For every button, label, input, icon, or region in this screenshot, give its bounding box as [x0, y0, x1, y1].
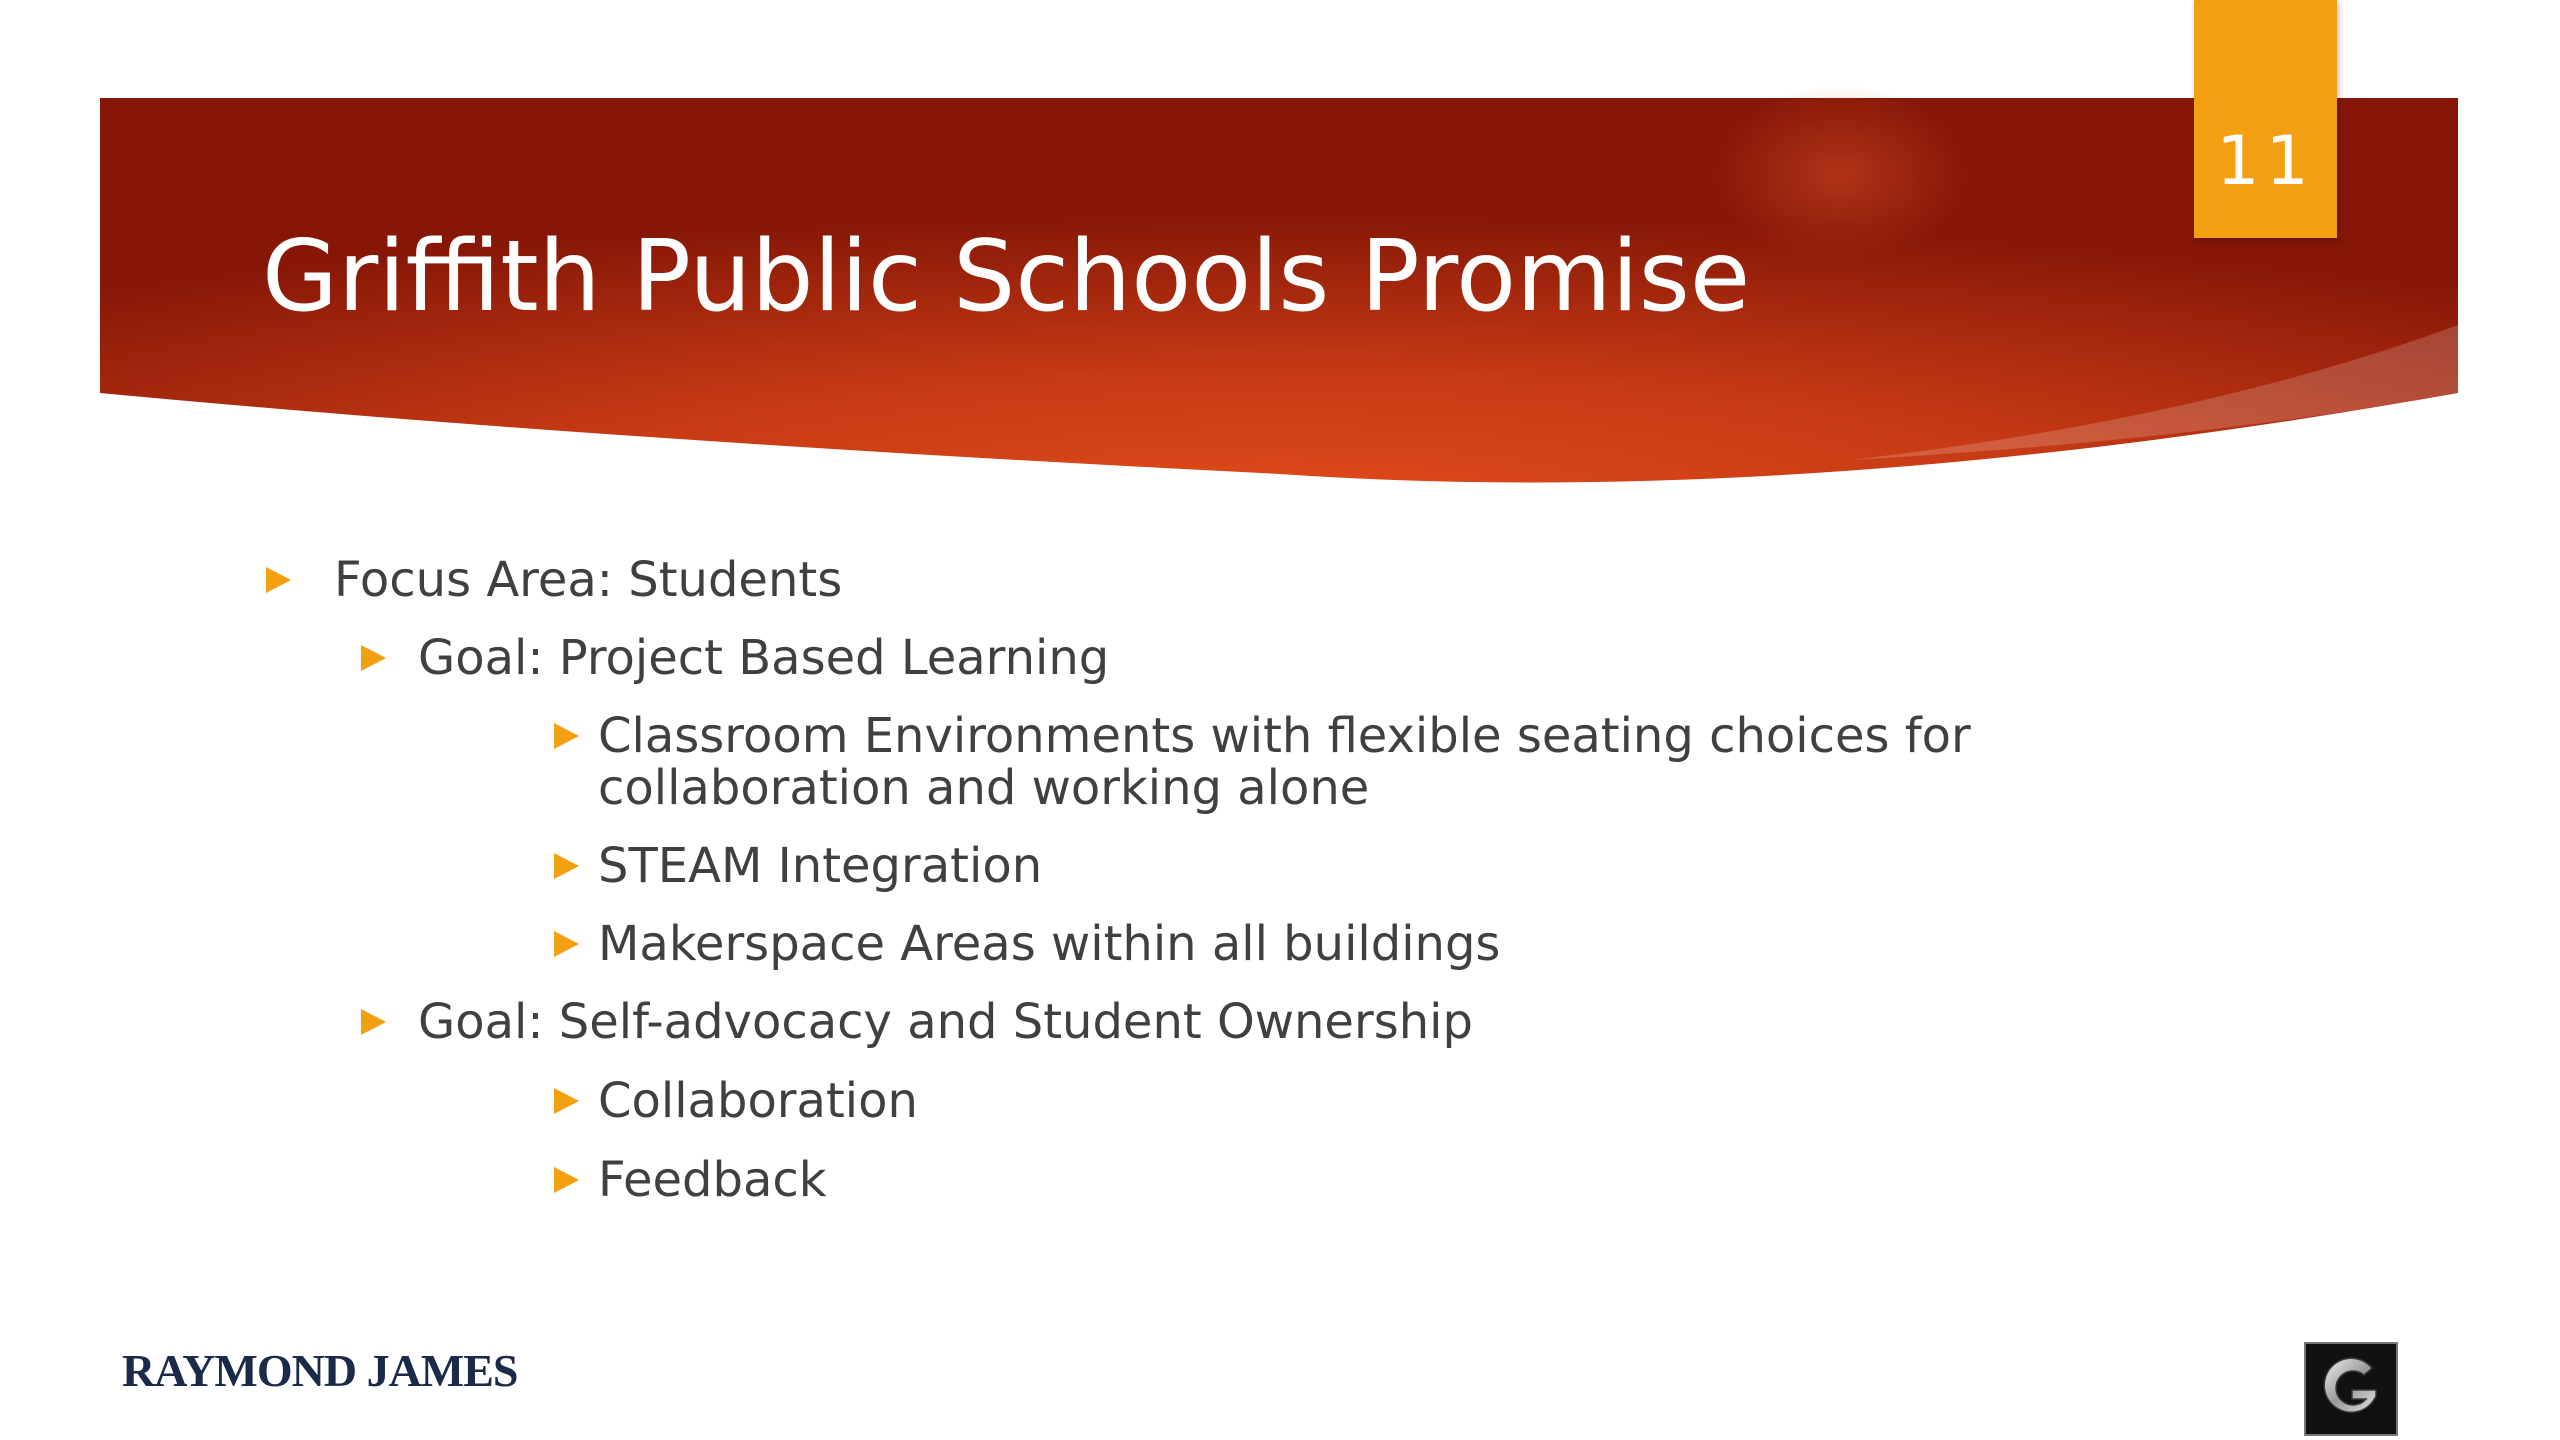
bullet-classroom-environments: [598, 710, 1971, 814]
bullet-arrow-icon: [554, 853, 579, 879]
bullet-feedback: [598, 1154, 827, 1206]
raymond-james-logo: RAYMOND JAMES: [122, 1345, 518, 1396]
bullet-arrow-icon: [554, 723, 579, 749]
bullet-text: Feedback: [598, 1152, 827, 1208]
bullet-text-continuation: collaboration and working alone: [598, 760, 1370, 816]
bullet-makerspace: [598, 918, 1500, 970]
bullet-text: Goal: Project Based Learning: [418, 630, 1110, 686]
slide-number: 11: [2216, 122, 2315, 201]
griffith-g-icon: [2304, 1342, 2398, 1436]
bullet-arrow-icon: [266, 567, 291, 593]
bullet-arrow-icon: [554, 1167, 579, 1193]
bullet-goal-2: [418, 996, 1473, 1048]
bullet-goal-1: [418, 632, 1109, 684]
bullet-text: STEAM Integration: [598, 838, 1043, 894]
bullet-text: Focus Area: Students: [334, 552, 843, 608]
slide-title: Griffith Public Schools Promise: [262, 220, 1751, 334]
bullet-text: Goal: Self-advocacy and Student Ownership: [418, 994, 1473, 1050]
bullet-collaboration: [598, 1075, 918, 1127]
bullet-text: Collaboration: [598, 1073, 918, 1129]
bullet-arrow-icon: [361, 645, 386, 671]
bullet-focus-area: [334, 554, 842, 606]
bullet-steam-integration: [598, 840, 1042, 892]
bullet-arrow-icon: [361, 1009, 386, 1035]
bullet-arrow-icon: [554, 1088, 579, 1114]
bullet-text: Classroom Environments with flexible seating choices for: [598, 708, 1971, 764]
bullet-text: Makerspace Areas within all buildings: [598, 916, 1501, 972]
bullet-arrow-icon: [554, 931, 579, 957]
